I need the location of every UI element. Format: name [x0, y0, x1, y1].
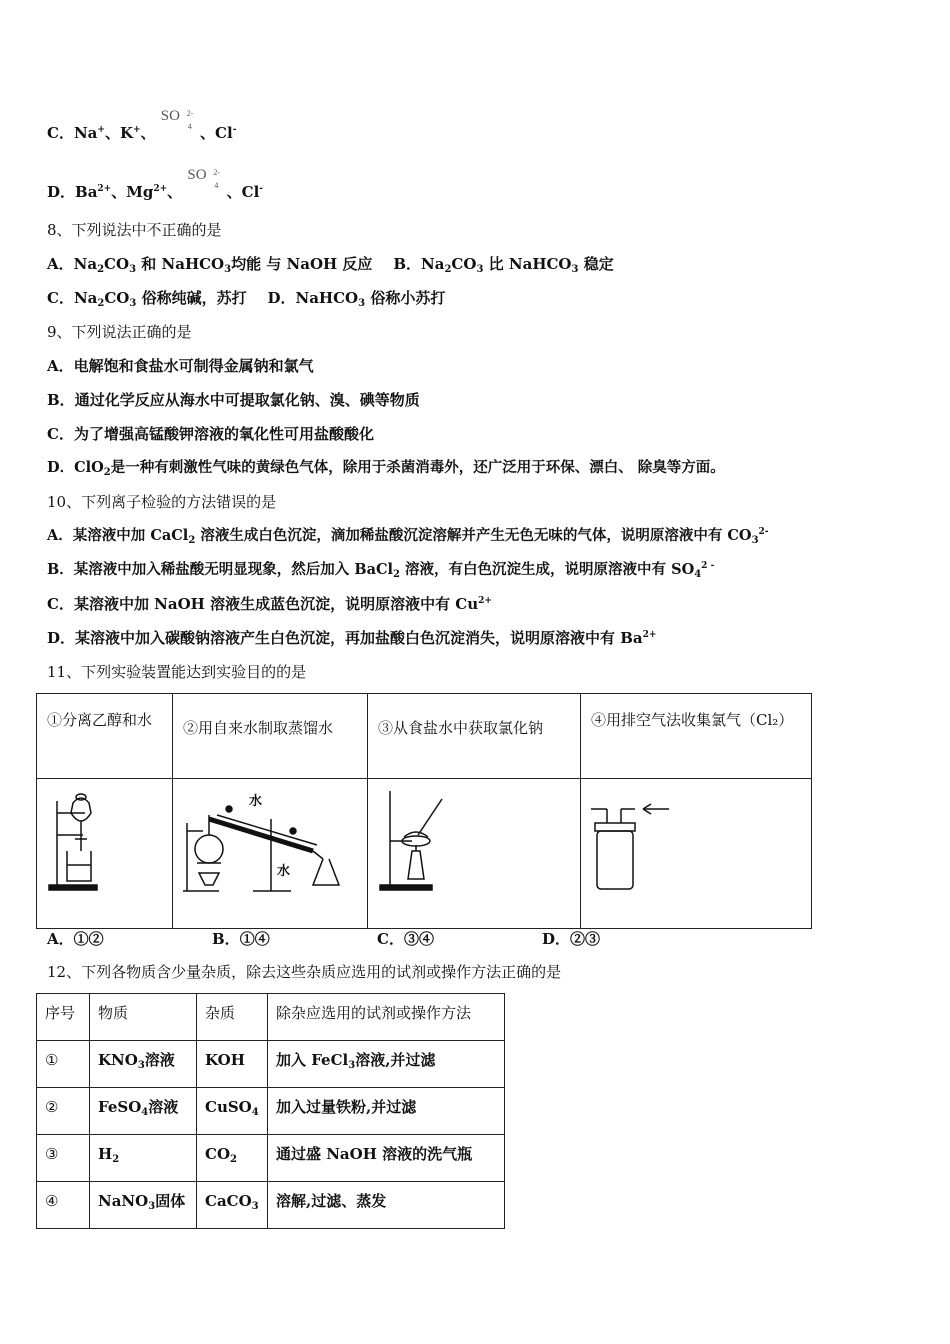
subscript: 3 [348, 1060, 356, 1071]
separator: 、 [167, 183, 183, 201]
option-text: 为了增强高锰酸钾溶液的氧化性可用盐酸酸化 [73, 425, 374, 443]
subscript: 4 [694, 569, 702, 580]
formula: CaCl [150, 527, 189, 544]
separator: 、 [111, 183, 127, 201]
q9-option-d [47, 458, 725, 478]
q9-option-b [47, 390, 420, 410]
q10-option-a [47, 526, 769, 546]
option-label: D． [47, 183, 76, 201]
q7-option-c [47, 108, 237, 143]
header-text: ②用自来水制取蒸馏水 [183, 719, 334, 737]
row-number: ① [37, 1041, 90, 1088]
q8-options-ab [47, 254, 614, 274]
option-label: A． [47, 255, 74, 273]
formula: Na [421, 255, 445, 273]
separator: 、 [226, 183, 242, 201]
q11-stem: 11、下列实验装置能达到实验目的的是 [47, 663, 307, 681]
formula: CO [104, 255, 130, 273]
formula: NaNO [98, 1192, 149, 1210]
formula: Cu [455, 595, 479, 613]
option-label: D． [267, 289, 296, 307]
formula: CO [104, 289, 130, 307]
formula: H [98, 1145, 113, 1163]
header-cell [368, 694, 581, 779]
option-text: 溶液生成白色沉淀，滴加稀盐酸沉淀溶解并产生无色无味的气体，说明原溶液中有 [195, 527, 728, 544]
charge: + [133, 125, 141, 135]
formula: CO [205, 1145, 231, 1163]
charge: 2+ [478, 596, 492, 606]
row-number: ② [37, 1088, 90, 1135]
ion: Na [73, 124, 98, 142]
ion: Ba [75, 183, 98, 201]
subscript: 3 [129, 264, 137, 275]
text: 稳定 [583, 255, 614, 273]
charge: 2- [758, 527, 769, 537]
subscript: 2 [230, 1154, 237, 1165]
option-label: C． [47, 425, 74, 443]
q10-stem: 10、下列离子检验的方法错误的是 [47, 493, 277, 511]
option-text: 电解饱和食盐水可制得金属钠和氯气 [73, 357, 314, 375]
option-label: C． [47, 124, 74, 142]
option-label: B． [47, 391, 75, 409]
so4-sub: 4 [187, 122, 192, 131]
image-cell [37, 779, 173, 929]
text: 溶液,并过滤 [355, 1051, 436, 1069]
q10-option-d [47, 628, 656, 648]
option-label: A． [47, 357, 74, 375]
option-label: C． [47, 289, 74, 307]
subscript: 3 [137, 1060, 145, 1071]
formula: CuSO [205, 1098, 252, 1116]
text: 溶液 [144, 1051, 175, 1069]
q8-stem: 8、下列说法中不正确的是 [47, 221, 222, 239]
impurity-cell [197, 1135, 268, 1182]
q7-option-d [47, 167, 264, 202]
text: 俗称纯碱，苏打 [141, 289, 247, 307]
option-text: ③④ [403, 930, 434, 948]
charge: + [97, 125, 105, 135]
header-text: ①分离乙醇和水 [47, 711, 153, 729]
option-label: B． [393, 255, 422, 273]
option-label: B． [212, 930, 240, 948]
option-text: 通过化学反应从海水中可提取氯化钠、溴、碘等物质 [74, 391, 420, 409]
separator: 、 [200, 124, 216, 142]
ion: Cl [215, 124, 233, 142]
option-text: 某溶液中加入碳酸钠溶液产生白色沉淀，再加盐酸白色沉淀消失，说明原溶液中有 [75, 629, 621, 647]
header-cell: 序号 [37, 994, 90, 1041]
q10-option-b [47, 560, 714, 580]
row-number: ③ [37, 1135, 90, 1182]
separator: 、 [104, 124, 120, 142]
so4-text: SO [187, 167, 207, 183]
option-label: C． [377, 930, 404, 948]
subscript: 2 [103, 467, 111, 478]
sulfate-ion [160, 108, 195, 134]
subscript: 3 [148, 1201, 156, 1212]
formula: FeSO [98, 1098, 142, 1116]
so4-charge: 2- [213, 168, 221, 177]
ion: K [119, 124, 133, 142]
q11-option-d [542, 929, 600, 949]
q11-option-a [47, 929, 104, 949]
subscript: 3 [476, 264, 484, 275]
q12-stem: 12、下列各物质含少量杂质，除去这些杂质应选用的试剂或操作方法正确的是 [47, 963, 562, 981]
image-cell [173, 779, 368, 929]
formula: CO [727, 527, 752, 544]
option-label: C． [47, 595, 74, 613]
subscript: 2 [188, 535, 196, 546]
option-label: A． [47, 930, 74, 948]
header-cell: 物质 [90, 994, 197, 1041]
formula: NaHCO [295, 289, 359, 307]
subscript: 2 [97, 298, 105, 309]
option-label: D． [47, 629, 76, 647]
option-text: 是一种有刺激性气味的黄绿色气体，除用于杀菌消毒外，还广泛用于环保、漂白、 除臭等方面。 [110, 459, 725, 476]
image-cell [581, 779, 812, 929]
formula: KOH [205, 1051, 245, 1069]
substance-cell [90, 1135, 197, 1182]
method-cell [268, 1135, 505, 1182]
formula: NaHCO [161, 255, 225, 273]
text: 俗称小苏打 [370, 289, 446, 307]
option-label: A． [47, 527, 73, 544]
subscript: 4 [141, 1107, 149, 1118]
text: 溶解,过滤、蒸发 [276, 1192, 387, 1210]
formula: CO [451, 255, 477, 273]
charge: - [259, 184, 264, 194]
gas-collection-bottle-diagram [581, 779, 811, 924]
option-text: ①④ [239, 930, 270, 948]
q10-option-c [47, 594, 492, 614]
ion: Cl [241, 183, 260, 201]
charge: 2+ [153, 184, 168, 194]
q11-option-b [212, 929, 270, 949]
charge: 2+ [642, 630, 657, 640]
text: 均能 与 NaOH 反应 [231, 255, 373, 273]
subscript: 3 [358, 298, 366, 309]
option-label: D． [47, 459, 75, 476]
subscript: 2 [393, 569, 400, 580]
water-label: 水 [277, 864, 291, 879]
substance-cell [90, 1088, 197, 1135]
formula: KNO [98, 1051, 138, 1069]
subscript: 3 [129, 298, 137, 309]
option-text: 某溶液中加 [72, 527, 151, 544]
so4-charge: 2- [186, 109, 194, 118]
q12-impurity-table [36, 993, 505, 1229]
text: 加入过量铁粉,并过滤 [276, 1098, 417, 1116]
subscript: 3 [224, 264, 232, 275]
water-label: 水 [249, 794, 263, 809]
charge: 2 - [701, 561, 715, 571]
table-row [37, 1182, 505, 1229]
option-text: 某溶液中加 NaOH 溶液生成蓝色沉淀，说明原溶液中有 [73, 595, 456, 613]
header-cell: 杂质 [197, 994, 268, 1041]
substance-cell [90, 1182, 197, 1229]
option-text: ②③ [570, 930, 601, 948]
row-number: ④ [37, 1182, 90, 1229]
charge: - [232, 125, 237, 135]
header-cell: 除杂应选用的试剂或操作方法 [268, 994, 505, 1041]
table-row [37, 1088, 505, 1135]
text: 加入 FeCl [276, 1051, 349, 1069]
separator: 、 [140, 124, 156, 142]
subscript: 3 [571, 264, 579, 275]
subscript: 2 [97, 264, 105, 275]
charge: 2+ [97, 184, 112, 194]
subscript: 2 [112, 1154, 120, 1165]
evaporation-diagram [368, 779, 580, 924]
option-label: D． [542, 930, 571, 948]
option-label: B． [47, 561, 74, 578]
formula: Na [73, 255, 98, 273]
q9-option-a [47, 356, 314, 376]
q9-option-c [47, 424, 374, 444]
formula: CaCO [205, 1192, 252, 1210]
substance-cell [90, 1041, 197, 1088]
subscript: 4 [251, 1107, 259, 1118]
formula: SO [671, 561, 695, 578]
text: 固体 [155, 1192, 186, 1210]
table-row [37, 1041, 505, 1088]
text: 和 [141, 255, 157, 273]
subscript: 2 [444, 264, 452, 275]
formula: Ba [620, 629, 643, 647]
table-header-row [37, 994, 505, 1041]
impurity-cell [197, 1088, 268, 1135]
formula: Na [73, 289, 98, 307]
option-text: 某溶液中加入稀盐酸无明显现象，然后加入 [73, 561, 355, 578]
impurity-cell [197, 1182, 268, 1229]
option-text: 溶液，有白色沉淀生成，说明原溶液中有 [399, 561, 672, 578]
option-text: ①② [73, 930, 104, 948]
method-cell [268, 1041, 505, 1088]
so4-sub: 4 [214, 181, 219, 190]
method-cell [268, 1088, 505, 1135]
image-cell [368, 779, 581, 929]
sulfate-ion [187, 167, 221, 193]
header-text: ③从食盐水中获取氯化钠 [378, 719, 544, 737]
separatory-funnel-diagram [37, 779, 172, 924]
header-cell [37, 694, 173, 779]
text: 溶液 [148, 1098, 179, 1116]
subscript: 3 [751, 535, 759, 546]
formula: ClO [74, 459, 104, 476]
so4-text: SO [160, 108, 180, 124]
ion: Mg [126, 183, 154, 201]
q11-apparatus-table [36, 693, 812, 929]
q9-stem: 9、下列说法正确的是 [47, 323, 192, 341]
text: 通过盛 NaOH 溶液的洗气瓶 [276, 1145, 473, 1163]
formula: NaHCO [508, 255, 572, 273]
impurity-cell [197, 1041, 268, 1088]
table-row [37, 1135, 505, 1182]
formula: BaCl [354, 561, 394, 578]
method-cell [268, 1182, 505, 1229]
distillation-diagram [173, 779, 367, 924]
subscript: 3 [251, 1201, 259, 1212]
header-text: ④用排空气法收集氯气（Cl₂） [591, 711, 794, 729]
q11-option-c [377, 929, 434, 949]
header-cell [581, 694, 812, 779]
text: 比 [488, 255, 504, 273]
header-cell [173, 694, 368, 779]
q8-options-cd [47, 288, 445, 308]
